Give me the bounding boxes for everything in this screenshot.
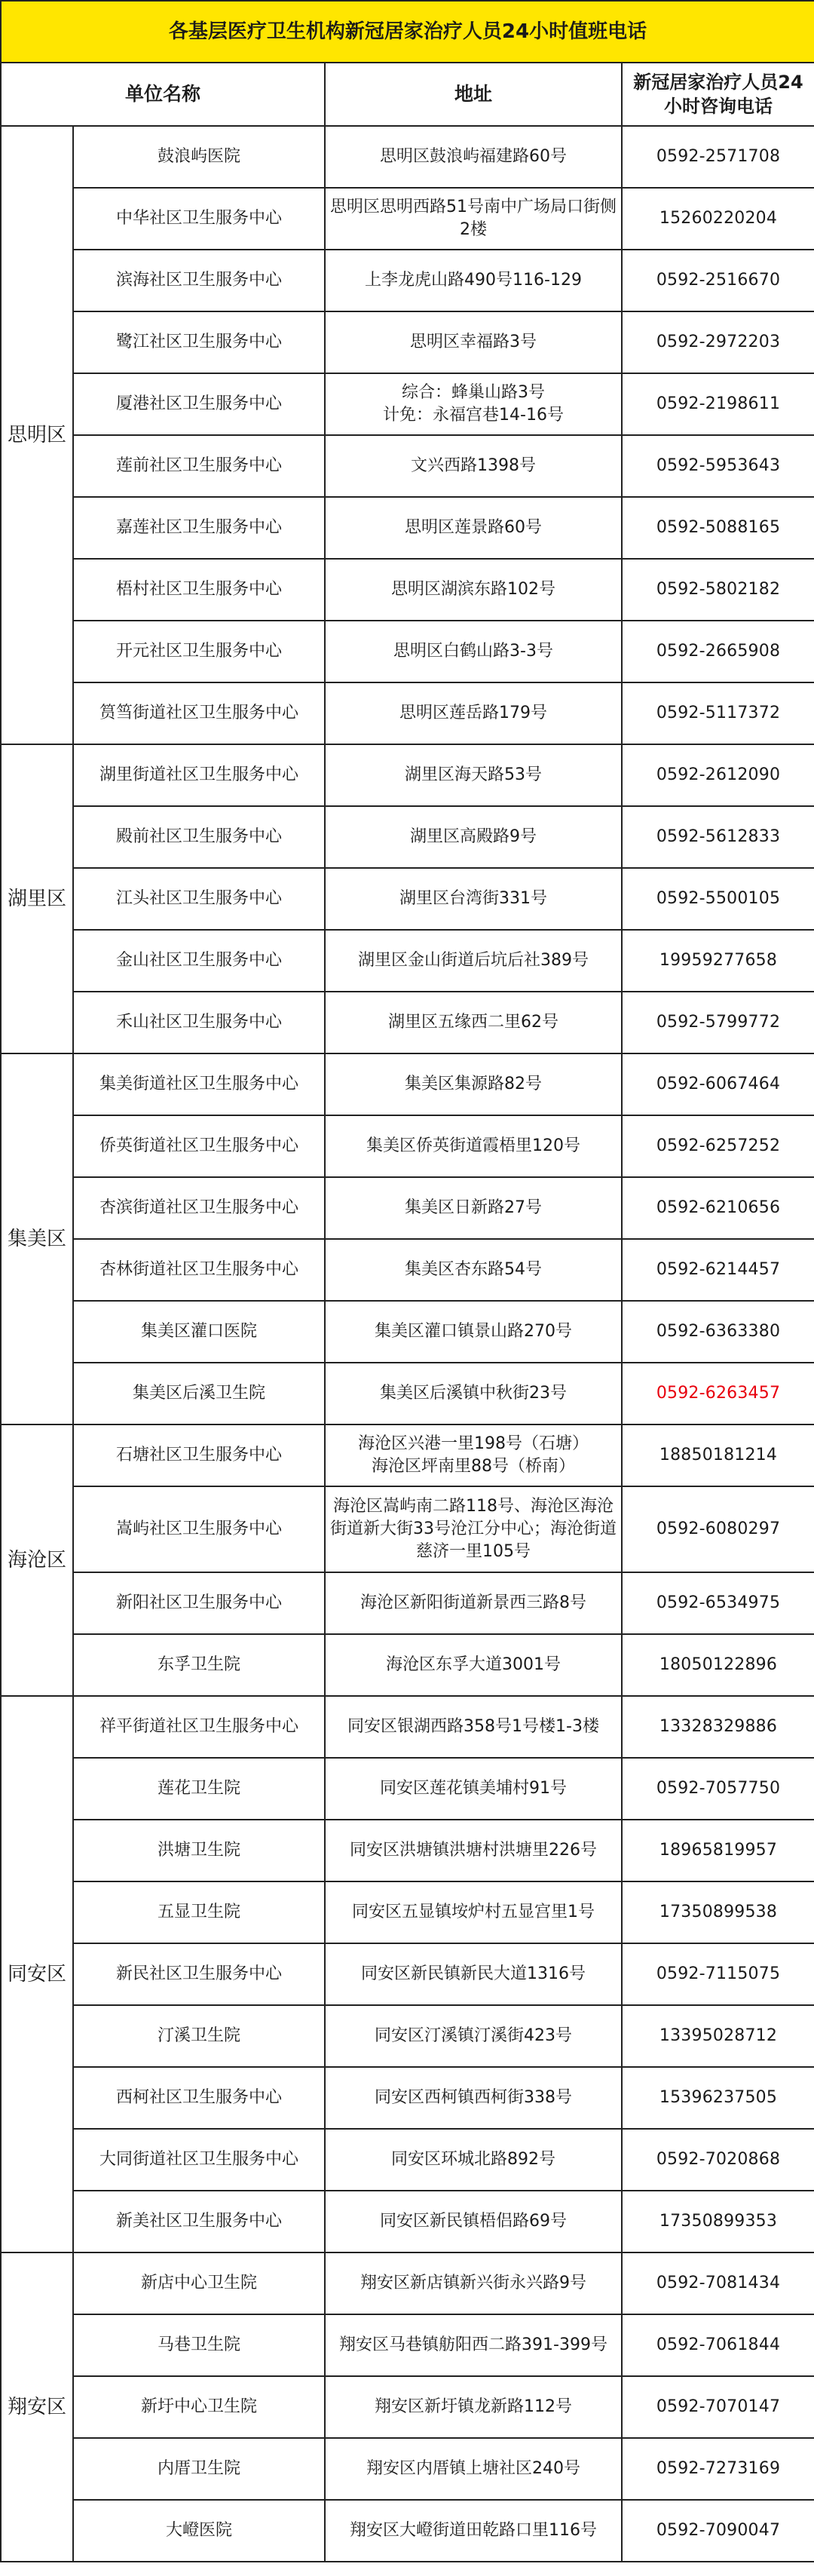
address: 集美区集源路82号 — [325, 1053, 622, 1115]
phone-number[interactable]: 0592-2665908 — [622, 621, 814, 682]
phone-number[interactable]: 0592-5799772 — [622, 992, 814, 1053]
table-row — [1, 806, 814, 868]
phone-number[interactable]: 0592-5802182 — [622, 559, 814, 621]
table-row — [1, 1820, 814, 1881]
table-row — [1, 621, 814, 682]
table-row — [1, 2129, 814, 2191]
district-name: 湖里区 — [1, 744, 73, 1053]
table-row — [1, 2500, 814, 2562]
unit-name: 新阳社区卫生服务中心 — [73, 1572, 325, 1634]
address: 翔安区马巷镇舫阳西二路391-399号 — [325, 2314, 622, 2376]
unit-name: 大同街道社区卫生服务中心 — [73, 2129, 325, 2191]
phone-number[interactable]: 0592-7070147 — [622, 2376, 814, 2438]
phone-number[interactable]: 0592-6257252 — [622, 1115, 814, 1177]
unit-name: 殿前社区卫生服务中心 — [73, 806, 325, 868]
address: 思明区白鹤山路3-3号 — [325, 621, 622, 682]
address: 同安区莲花镇美埔村91号 — [325, 1758, 622, 1820]
phone-number[interactable]: 15260220204 — [622, 188, 814, 250]
page-title: 各基层医疗卫生机构新冠居家治疗人员24小时值班电话 — [1, 1, 814, 63]
district-name: 海沧区 — [1, 1424, 73, 1696]
table-row — [1, 1424, 814, 1486]
address: 翔安区大嶝街道田乾路口里116号 — [325, 2500, 622, 2562]
address: 湖里区海天路53号 — [325, 744, 622, 806]
unit-name: 嘉莲社区卫生服务中心 — [73, 497, 325, 559]
phone-number[interactable]: 13395028712 — [622, 2005, 814, 2067]
phone-number[interactable]: 0592-5088165 — [622, 497, 814, 559]
district-name: 同安区 — [1, 1696, 73, 2252]
address: 思明区鼓浪屿福建路60号 — [325, 126, 622, 188]
unit-name: 中华社区卫生服务中心 — [73, 188, 325, 250]
table-row — [1, 2438, 814, 2500]
address: 上李龙虎山路490号116-129 — [325, 250, 622, 311]
table-row — [1, 1486, 814, 1572]
address: 集美区后溪镇中秋街23号 — [325, 1363, 622, 1424]
address: 集美区侨英街道霞梧里120号 — [325, 1115, 622, 1177]
phone-number[interactable]: 0592-7081434 — [622, 2252, 814, 2314]
table-row — [1, 2376, 814, 2438]
phone-number[interactable]: 18965819957 — [622, 1820, 814, 1881]
address: 同安区西柯镇西柯街338号 — [325, 2067, 622, 2129]
unit-name: 五显卫生院 — [73, 1881, 325, 1943]
unit-name: 大嶝医院 — [73, 2500, 325, 2562]
unit-name: 祥平街道社区卫生服务中心 — [73, 1696, 325, 1758]
address: 海沧区嵩屿南二路118号、海沧区海沧街道新大街33号沧江分中心；海沧街道慈济一里105号 — [325, 1486, 622, 1572]
unit-name: 新店中心卫生院 — [73, 2252, 325, 2314]
unit-name: 汀溪卫生院 — [73, 2005, 325, 2067]
phone-number[interactable]: 0592-5953643 — [622, 435, 814, 497]
table-row — [1, 1363, 814, 1424]
phone-number[interactable]: 18050122896 — [622, 1634, 814, 1696]
table-row — [1, 1943, 814, 2005]
table-row — [1, 188, 814, 250]
address: 同安区环城北路892号 — [325, 2129, 622, 2191]
unit-name: 鼓浪屿医院 — [73, 126, 325, 188]
phone-number[interactable]: 0592-6263457 — [622, 1363, 814, 1424]
phone-number[interactable]: 0592-5500105 — [622, 868, 814, 930]
address: 翔安区新圩镇龙新路112号 — [325, 2376, 622, 2438]
phone-number[interactable]: 0592-7115075 — [622, 1943, 814, 2005]
unit-name: 新美社区卫生服务中心 — [73, 2191, 325, 2252]
unit-name: 开元社区卫生服务中心 — [73, 621, 325, 682]
phone-number[interactable]: 0592-6067464 — [622, 1053, 814, 1115]
address: 湖里区金山街道后坑后社389号 — [325, 930, 622, 992]
address: 海沧区新阳街道新景西三路8号 — [325, 1572, 622, 1634]
address: 同安区洪塘镇洪塘村洪塘里226号 — [325, 1820, 622, 1881]
address: 综合：蜂巢山路3号 计免：永福宫巷14-16号 — [325, 373, 622, 435]
header-phone: 新冠居家治疗人员24小时咨询电话 — [622, 63, 814, 126]
table-row — [1, 1696, 814, 1758]
table-row — [1, 1881, 814, 1943]
table-row — [1, 126, 814, 188]
address: 湖里区高殿路9号 — [325, 806, 622, 868]
table-row — [1, 435, 814, 497]
district-name: 翔安区 — [1, 2252, 73, 2562]
unit-name: 滨海社区卫生服务中心 — [73, 250, 325, 311]
unit-name: 湖里街道社区卫生服务中心 — [73, 744, 325, 806]
phone-number[interactable]: 18850181214 — [622, 1424, 814, 1486]
phone-number[interactable]: 0592-6534975 — [622, 1572, 814, 1634]
unit-name: 集美街道社区卫生服务中心 — [73, 1053, 325, 1115]
phone-number[interactable]: 0592-7061844 — [622, 2314, 814, 2376]
unit-name: 莲前社区卫生服务中心 — [73, 435, 325, 497]
unit-name: 新民社区卫生服务中心 — [73, 1943, 325, 2005]
table-body — [1, 1, 814, 2562]
address: 同安区五显镇垵炉村五显宫里1号 — [325, 1881, 622, 1943]
title-row — [1, 1, 814, 63]
phone-number[interactable]: 17350899353 — [622, 2191, 814, 2252]
unit-name: 东孚卫生院 — [73, 1634, 325, 1696]
address: 思明区湖滨东路102号 — [325, 559, 622, 621]
unit-name: 内厝卫生院 — [73, 2438, 325, 2500]
unit-name: 筼筜街道社区卫生服务中心 — [73, 682, 325, 744]
address: 翔安区内厝镇上塘社区240号 — [325, 2438, 622, 2500]
address: 思明区莲岳路179号 — [325, 682, 622, 744]
unit-name: 金山社区卫生服务中心 — [73, 930, 325, 992]
unit-name: 梧村社区卫生服务中心 — [73, 559, 325, 621]
address: 海沧区兴港一里198号（石塘） 海沧区坪南里88号（桥南） — [325, 1424, 622, 1486]
unit-name: 嵩屿社区卫生服务中心 — [73, 1486, 325, 1572]
phone-number[interactable]: 0592-2571708 — [622, 126, 814, 188]
address: 同安区银湖西路358号1号楼1-3楼 — [325, 1696, 622, 1758]
unit-name: 马巷卫生院 — [73, 2314, 325, 2376]
table-row — [1, 868, 814, 930]
unit-name: 禾山社区卫生服务中心 — [73, 992, 325, 1053]
address: 同安区新民镇新民大道1316号 — [325, 1943, 622, 2005]
unit-name: 侨英街道社区卫生服务中心 — [73, 1115, 325, 1177]
unit-name: 莲花卫生院 — [73, 1758, 325, 1820]
phone-number[interactable]: 0592-2516670 — [622, 250, 814, 311]
table-row — [1, 2191, 814, 2252]
table-row — [1, 1572, 814, 1634]
address: 翔安区新店镇新兴街永兴路9号 — [325, 2252, 622, 2314]
unit-name: 杏林街道社区卫生服务中心 — [73, 1239, 325, 1301]
phone-number[interactable]: 19959277658 — [622, 930, 814, 992]
table-row — [1, 497, 814, 559]
phone-number[interactable]: 0592-6363380 — [622, 1301, 814, 1363]
phone-number[interactable]: 0592-5117372 — [622, 682, 814, 744]
table-row — [1, 1634, 814, 1696]
phone-number[interactable]: 0592-7057750 — [622, 1758, 814, 1820]
phone-number[interactable]: 0592-5612833 — [622, 806, 814, 868]
address: 同安区汀溪镇汀溪街423号 — [325, 2005, 622, 2067]
address: 文兴西路1398号 — [325, 435, 622, 497]
address: 集美区灌口镇景山路270号 — [325, 1301, 622, 1363]
phone-number[interactable]: 0592-6210656 — [622, 1177, 814, 1239]
table-row — [1, 744, 814, 806]
address: 集美区日新路27号 — [325, 1177, 622, 1239]
header-unit: 单位名称 — [1, 63, 325, 126]
table-row — [1, 250, 814, 311]
header-address: 地址 — [325, 63, 622, 126]
table-row — [1, 1301, 814, 1363]
unit-name: 新圩中心卫生院 — [73, 2376, 325, 2438]
address: 集美区杏东路54号 — [325, 1239, 622, 1301]
unit-name: 洪塘卫生院 — [73, 1820, 325, 1881]
phone-number[interactable]: 13328329886 — [622, 1696, 814, 1758]
phone-number[interactable]: 0592-2612090 — [622, 744, 814, 806]
phone-number[interactable]: 15396237505 — [622, 2067, 814, 2129]
address: 海沧区东孚大道3001号 — [325, 1634, 622, 1696]
unit-name: 西柯社区卫生服务中心 — [73, 2067, 325, 2129]
table-row — [1, 1239, 814, 1301]
table-row — [1, 2314, 814, 2376]
table-row — [1, 2067, 814, 2129]
table-row — [1, 1053, 814, 1115]
unit-name: 鹭江社区卫生服务中心 — [73, 311, 325, 373]
table-row — [1, 311, 814, 373]
phone-number[interactable]: 0592-7090047 — [622, 2500, 814, 2562]
table-row — [1, 559, 814, 621]
table-row — [1, 1758, 814, 1820]
address: 湖里区五缘西二里62号 — [325, 992, 622, 1053]
address: 湖里区台湾街331号 — [325, 868, 622, 930]
unit-name: 厦港社区卫生服务中心 — [73, 373, 325, 435]
address: 思明区莲景路60号 — [325, 497, 622, 559]
table-row — [1, 373, 814, 435]
table-row — [1, 2005, 814, 2067]
header-row — [1, 63, 814, 126]
unit-name: 集美区后溪卫生院 — [73, 1363, 325, 1424]
address: 思明区思明西路51号南中广场局口街侧2楼 — [325, 188, 622, 250]
phone-number[interactable]: 0592-2972203 — [622, 311, 814, 373]
unit-name: 杏滨街道社区卫生服务中心 — [73, 1177, 325, 1239]
district-name: 集美区 — [1, 1053, 73, 1424]
address: 思明区幸福路3号 — [325, 311, 622, 373]
unit-name: 江头社区卫生服务中心 — [73, 868, 325, 930]
table-row — [1, 682, 814, 744]
phone-number[interactable]: 0592-2198611 — [622, 373, 814, 435]
address: 同安区新民镇梧侣路69号 — [325, 2191, 622, 2252]
table-row — [1, 2252, 814, 2314]
district-name: 思明区 — [1, 126, 73, 744]
unit-name: 石塘社区卫生服务中心 — [73, 1424, 325, 1486]
phone-number[interactable]: 0592-6080297 — [622, 1486, 814, 1572]
unit-name: 集美区灌口医院 — [73, 1301, 325, 1363]
table-row — [1, 930, 814, 992]
phone-number[interactable]: 17350899538 — [622, 1881, 814, 1943]
phone-number[interactable]: 0592-7020868 — [622, 2129, 814, 2191]
table-row — [1, 992, 814, 1053]
table-row — [1, 1177, 814, 1239]
table-row — [1, 1115, 814, 1177]
phone-number[interactable]: 0592-7273169 — [622, 2438, 814, 2500]
phone-number[interactable]: 0592-6214457 — [622, 1239, 814, 1301]
